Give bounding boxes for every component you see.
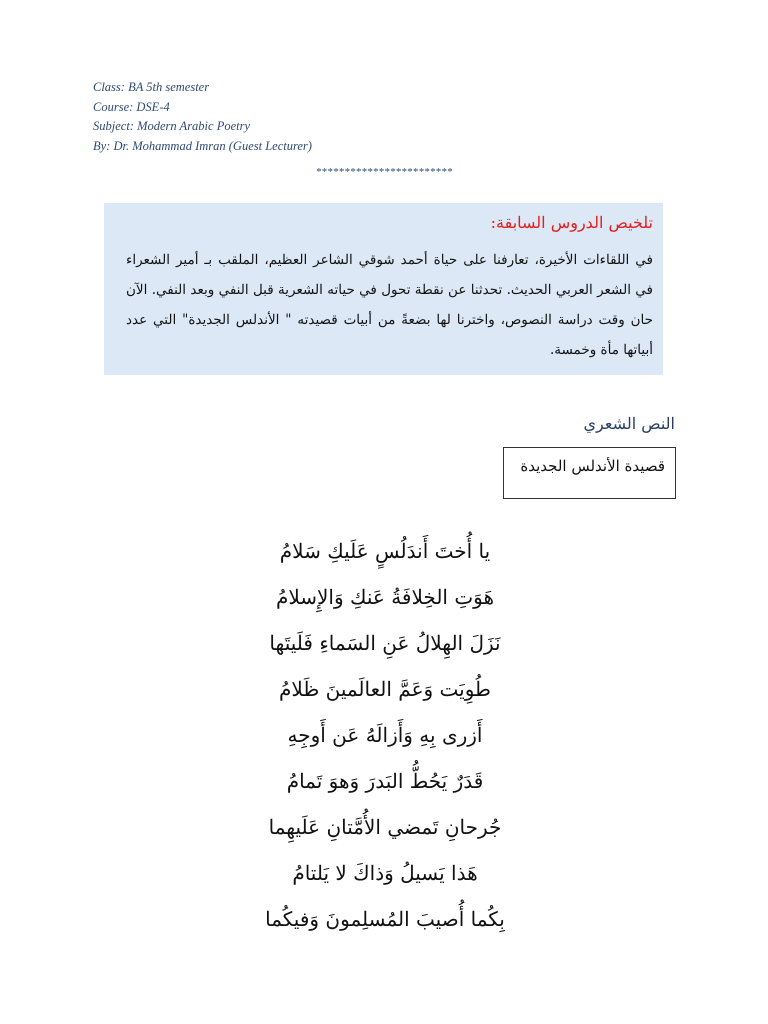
poem-title: قصيدة الأندلس الجديدة — [520, 457, 665, 475]
course-info — [93, 78, 493, 156]
separator: ************************ — [315, 166, 453, 178]
summary-text: في اللقاءات الأخيرة، تعارفنا على حياة أحمد شوقي الشاعر العظيم، الملقب بـ أمير الشعراء في الشعر العربي الحديث. تحدثنا عن نقطة تحول في حياته الشعرية قبل النفي وبعد النفي. الآن حان وقت دراسة النصوص، واخترنا لها بضعةً من أبيات قصيدته " الأندلس الجديدة" التي عدد أبياتها مأة وخمسة. — [126, 252, 653, 358]
summary-box — [104, 203, 663, 375]
poem-line: يا أُختَ أَندَلُسٍ عَلَيكِ سَلامُ — [279, 539, 491, 563]
class-line: Class: BA 5th semester — [93, 80, 210, 94]
poem-line: نَزَلَ الهِلالُ عَنِ السَماءِ فَلَيتَها — [269, 631, 501, 655]
poem-line: هَذا يَسيلُ وَذاكَ لا يَلتامُ — [292, 861, 478, 885]
poem-line: طُوِيَت وَعَمَّ العالَمينَ ظَلامُ — [279, 677, 491, 701]
poem — [220, 528, 550, 942]
course-line: Course: DSE-4 — [93, 99, 170, 114]
poem-line: جُرحانِ تَمضي الأُمَّتانِ عَلَيهِما — [268, 815, 502, 839]
subject-line: Subject: Modern Arabic Poetry — [93, 119, 251, 133]
poem-line: أَزرى بِهِ وَأَزالَهُ عَن أَوجِهِ — [287, 723, 483, 747]
poem-line: بِكُما أُصيبَ المُسلِمونَ وَفيكُما — [265, 907, 505, 931]
poem-line: قَدَرٌ يَحُطُّ البَدرَ وَهوَ تَمامُ — [286, 769, 484, 793]
summary-title: تلخيص الدروس السابقة: — [490, 213, 653, 232]
section-heading: النص الشعري — [583, 414, 675, 433]
lecturer-line: By: Dr. Mohammad Imran (Guest Lecturer) — [93, 138, 312, 153]
poem-line: هَوَتِ الخِلافَةُ عَنكِ وَالإِسلامُ — [275, 585, 495, 609]
poem-title-box — [503, 447, 676, 499]
